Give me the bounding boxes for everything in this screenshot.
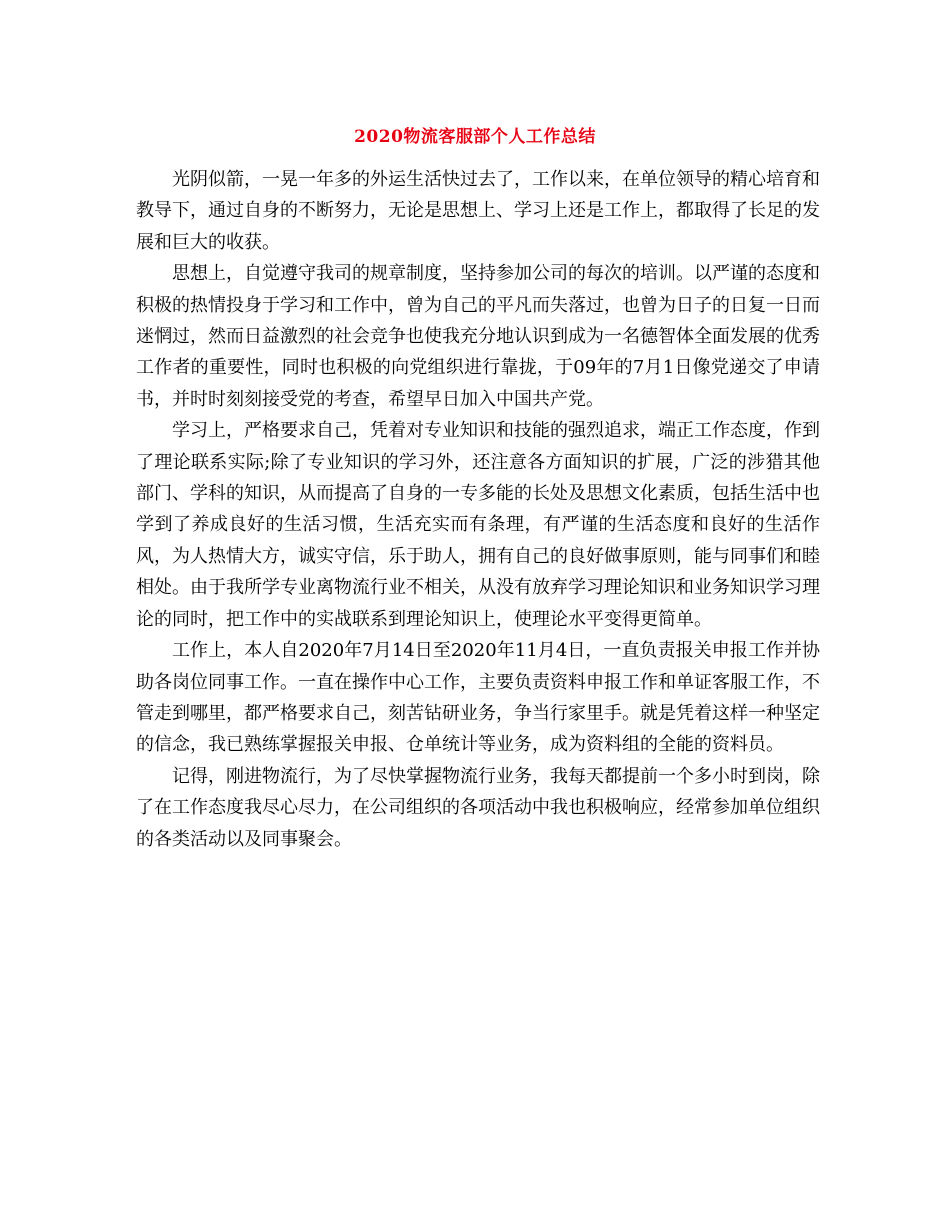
paragraph-memory: 记得，刚进物流行，为了尽快掌握物流行业务，我每天都提前一个多小时到岗，除了在工作态度我尽心尽力，在公司组织的各项活动中我也积极响应，经常参加单位组织的各类活动以及同事聚会。 — [136, 765, 820, 850]
document-body — [136, 164, 820, 855]
paragraph-ideology: 思想上，自觉遵守我司的规章制度，坚持参加公司的每次的培训。以严谨的态度和积极的热情投身于学习和工作中，曾为自己的平凡而失落过，也曾为日子的日复一日而迷惘过，然而日益激烈的社会竞争也使我充分地认识到成为一名德智体全面发展的优秀工作者的重要性，同时也积极的向党组织进行靠拢，于09年的7月1日像党递交了申请书，并时时刻刻接受党的考查，希望早日加入中国共产党。 — [136, 263, 820, 410]
paragraph-study: 学习上，严格要求自己，凭着对专业知识和技能的强烈追求，端正工作态度，作到了理论联系实际;除了专业知识的学习外，还注意各方面知识的扩展，广泛的涉猎其他部门、学科的知识，从而提高了自身的一专多能的长处及思想文化素质，包括生活中也学到了养成良好的生活习惯，生活充实而有条理，有严谨的生活态度和良好的生活作风，为人热情大方，诚实守信，乐于助人，拥有自己的良好做事原则，能与同事们和睦相处。由于我所学专业离物流行业不相关，从没有放弃学习理论知识和业务知识学习理论的同时，把工作中的实战联系到理论知识上，使理论水平变得更简单。 — [136, 420, 820, 630]
paragraph-work: 工作上，本人自2020年7月14日至2020年11月4日，一直负责报关申报工作并协助各岗位同事工作。一直在操作中心工作，主要负责资料申报工作和单证客服工作，不管走到哪里，都严格要求自己，刻苦钻研业务，争当行家里手。就是凭着这样一种坚定的信念，我已熟练掌握报关申报、仓单统计等业务，成为资料组的全能的资料员。 — [136, 640, 820, 756]
paragraph-intro: 光阴似箭，一晃一年多的外运生活快过去了，工作以来，在单位领导的精心培育和教导下，通过自身的不断努力，无论是思想上、学习上还是工作上，都取得了长足的发展和巨大的收获。 — [136, 169, 820, 253]
document-title: 2020物流客服部个人工作总结 — [354, 127, 596, 147]
